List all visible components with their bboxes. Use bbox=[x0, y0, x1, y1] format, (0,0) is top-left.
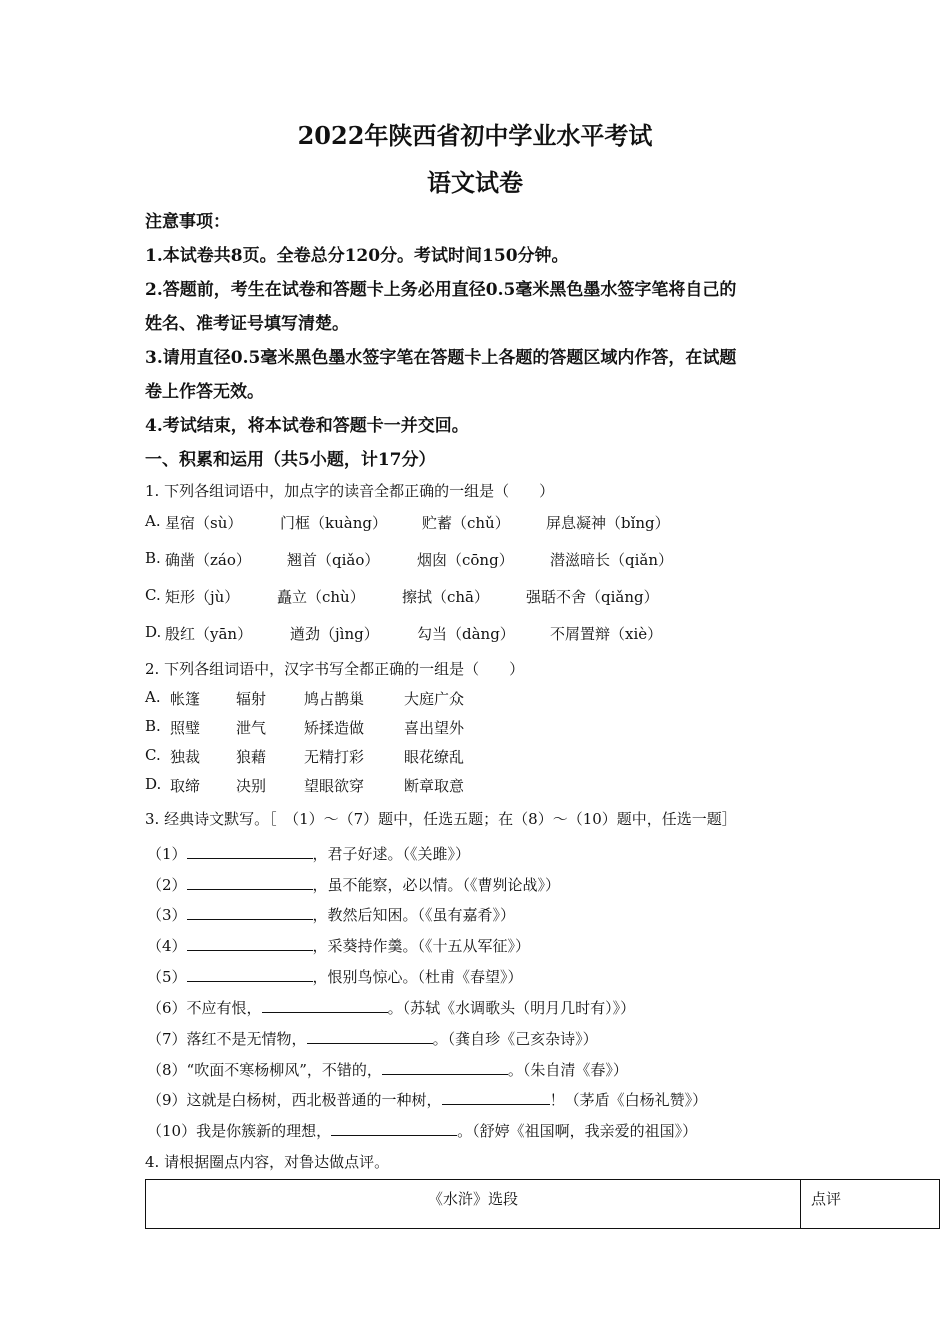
q4-stem: 4. 请根据圈点内容，对鲁达做点评。 bbox=[145, 1153, 390, 1171]
notice-item-4: 4.考试结束，将本试卷和答题卡一并交回。 bbox=[145, 416, 469, 436]
q3-item-8: （8）“吹面不寒杨柳风”，不错的， 。（朱自清《春》） bbox=[147, 1061, 628, 1079]
q3-item-9: （9）这就是白杨树，西北极普通的一种树， ！（茅盾《白杨礼赞》） bbox=[147, 1091, 708, 1109]
answer-blank[interactable] bbox=[307, 1029, 433, 1044]
notice-item-2a: 2.答题前，考生在试卷和答题卡上务必用直径0.5毫米黑色墨水签字笔将自己的 bbox=[145, 280, 737, 300]
table-header-excerpt: 《水浒》选段 bbox=[146, 1180, 801, 1229]
answer-blank[interactable] bbox=[187, 875, 313, 890]
notice-heading: 注意事项： bbox=[145, 212, 230, 232]
exam-page: 2022年陕西省初中学业水平考试 语文试卷 注意事项： 1.本试卷共8页。全卷总分120分。考试时间150分钟。 2.答题前，考生在试卷和答题卡上务必用直径0.5毫米黑色墨水签字笔将自己的 姓名、准考证号填写清楚。 3.请用直径0.5毫米黑色墨水签字笔在答题卡上各题的答题区域内作答，在试题 卷上作答无效。 4.考试结束，将本试卷和答题卡一并交回。 一、积累和运用（共5小题，计17分） 1. 下列各组词语中，加点字的读音全都正确的一组是（ ） A. 星宿（sù） 门框（kuàng） 贮蓄（chǔ） 屏息凝神（bǐng） B. 确凿（záo） 翘首（qiǎo） 烟囱（cōng） 潜滋暗长（qiǎn） C. 矩形（jù） 矗立（chù） 擦拭（chā） 强聒不舍（qiǎng） D. 殷红（yān） 遒劲（jìng） 勾当（dàng） 不屑置辩（xiè） 2. 下列各组词语中，汉字书写全都正确的一组是（ ） A. 帐篷 辐射 鸠占鹊巢 大庭广众 B. 照璧 泄气 矫揉造做 喜出望外 C. 独裁 狼藉 无精打彩 眼花缭乱 D. 取缔 决别 望眼欲穿 断章取意 3. 经典诗文默写。［ （1）～（7）题中，任选五题；在（8）～（10）题中，任选一题］ （1） ，君子好逑。（《关雎》） （2） ，虽不能察，必以情。（《曹刿论战》） （3） ，教然后知困。（《虽有嘉肴》） （4） ，采葵持作羹。（《十五从军征》） （5） ，恨别鸟惊心。（杜甫《春望》） （6）不应有恨， 。（苏轼《水调歌头（明月几时有）》） （7）落红不是无情物， 。（龚自珍《己亥杂诗》） （8）“吹面不寒杨柳风”，不错的， 。（朱自清《春》） （9）这就是白杨树，西北极普通的一种树， ！（茅盾《白杨礼赞》） （10）我是你簇新的理想， 。（舒婷《祖国啊，我亲爱的祖国》） 4. 请根据圈点内容，对鲁达做点评。 《水浒》选段 点评 bbox=[0, 0, 950, 1344]
table-row bbox=[146, 1180, 940, 1229]
notice-item-2b: 姓名、准考证号填写清楚。 bbox=[145, 314, 349, 334]
q3-item-5: （5） ，恨别鸟惊心。（杜甫《春望》） bbox=[147, 968, 523, 986]
q3-item-1: （1） ，君子好逑。（《关雎》） bbox=[147, 845, 471, 863]
q3-item-2: （2） ，虽不能察，必以情。（《曹刿论战》） bbox=[147, 876, 561, 894]
answer-blank[interactable] bbox=[187, 905, 313, 920]
answer-blank[interactable] bbox=[187, 844, 313, 859]
section-heading: 一、积累和运用（共5小题，计17分） bbox=[145, 450, 436, 470]
answer-blank[interactable] bbox=[187, 936, 313, 951]
notice-item-1: 1.本试卷共8页。全卷总分120分。考试时间150分钟。 bbox=[145, 246, 569, 266]
q4-table bbox=[145, 1179, 940, 1229]
q3-stem: 3. 经典诗文默写。［ （1）～（7）题中，任选五题；在（8）～（10）题中，任选一题］ bbox=[145, 810, 737, 828]
answer-blank[interactable] bbox=[331, 1121, 457, 1136]
exam-subtitle: 语文试卷 bbox=[427, 168, 523, 197]
q3-item-4: （4） ，采葵持作羹。（《十五从军征》） bbox=[147, 937, 531, 955]
exam-title: 2022年陕西省初中学业水平考试 bbox=[297, 121, 653, 150]
q1-stem: 1. 下列各组词语中，加点字的读音全都正确的一组是（ ） bbox=[145, 482, 555, 500]
answer-blank[interactable] bbox=[382, 1060, 508, 1075]
q3-item-7: （7）落红不是无情物， 。（龚自珍《己亥杂诗》） bbox=[147, 1030, 598, 1048]
table-header-comment: 点评 bbox=[801, 1180, 940, 1229]
answer-blank[interactable] bbox=[262, 998, 388, 1013]
notice-item-3b: 卷上作答无效。 bbox=[145, 382, 264, 402]
q3-item-10: （10）我是你簇新的理想， 。（舒婷《祖国啊，我亲爱的祖国》） bbox=[147, 1122, 698, 1140]
notice-item-3a: 3.请用直径0.5毫米黑色墨水签字笔在答题卡上各题的答题区域内作答，在试题 bbox=[145, 348, 737, 368]
q3-item-3: （3） ，教然后知困。（《虽有嘉肴》） bbox=[147, 906, 516, 924]
q2-stem: 2. 下列各组词语中，汉字书写全都正确的一组是（ ） bbox=[145, 660, 525, 678]
q3-item-6: （6）不应有恨， 。（苏轼《水调歌头（明月几时有）》） bbox=[147, 999, 636, 1017]
answer-blank[interactable] bbox=[442, 1090, 550, 1105]
answer-blank[interactable] bbox=[187, 967, 313, 982]
